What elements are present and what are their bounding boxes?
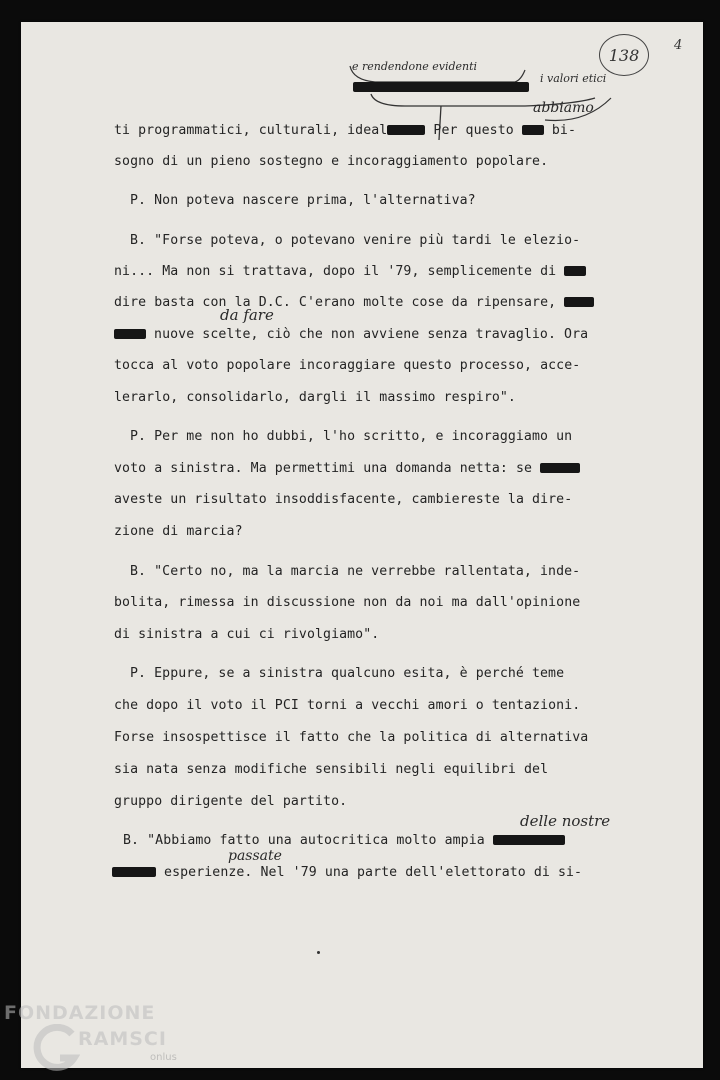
text-line: ni... Ma non si trattava, dopo il '79, semplicemente di <box>114 263 586 281</box>
watermark-fondazione-gramsci <box>4 1000 194 1080</box>
text-line: nuove scelte, ciò che non avviene senza travaglio. Ora <box>114 326 588 344</box>
handwritten-delle-nostre: delle nostre <box>520 812 611 830</box>
handwritten-insert-right: i valori etici <box>540 72 607 85</box>
text-line: B. "Certo no, ma la marcia ne verrebbe rallentata, inde- <box>130 564 581 579</box>
stray-mark <box>317 951 320 954</box>
handwritten-abbiamo: abbiamo <box>533 100 594 116</box>
redaction <box>540 463 580 473</box>
text-line: voto a sinistra. Ma permettimi una domanda netta: se <box>114 460 580 478</box>
text-line: lerarlo, consolidarlo, dargli il massimo respiro". <box>114 390 516 405</box>
text-line: sogno di un pieno sostegno e incoraggiamento popolare. <box>114 154 549 169</box>
gramsci-logo-icon <box>30 1024 80 1078</box>
redaction <box>493 835 565 845</box>
redaction <box>387 125 425 135</box>
redaction <box>564 297 594 307</box>
text-line: bolita, rimessa in discussione non da noi ma dall'opinione <box>114 595 581 610</box>
handwritten-passate: passate <box>228 848 282 864</box>
text-line: di sinistra a cui ci rivolgiamo". <box>114 627 380 642</box>
text-line: tocca al voto popolare incoraggiare questo processo, acce- <box>114 358 581 373</box>
text-line: dire basta con la D.C. C'erano molte cose da ripensare, <box>114 294 594 312</box>
redaction <box>564 266 586 276</box>
text-line: aveste un risultato insoddisfacente, cambiereste la dire- <box>114 492 573 507</box>
handwritten-insert: e rendendone evidenti <box>352 60 478 73</box>
redaction <box>522 125 544 135</box>
text-line: zione di marcia? <box>114 524 243 539</box>
text-line: ti programmatici, culturali, ideal Per questo bi- <box>114 123 577 138</box>
text-line: B. "Abbiamo fatto una autocritica molto ampia <box>123 832 565 850</box>
text-line: gruppo dirigente del partito. <box>114 794 348 809</box>
text-line: esperienze. Nel '79 una parte dell'elettorato di si- <box>112 864 582 882</box>
page-index: 4 <box>674 38 683 53</box>
redaction <box>114 329 146 339</box>
text-line: che dopo il voto il PCI torni a vecchi amori o tentazioni. <box>114 698 581 713</box>
text-line: P. Eppure, se a sinistra qualcuno esita, è perché teme <box>130 666 565 681</box>
redaction <box>112 867 156 877</box>
text-line: P. Per me non ho dubbi, l'ho scritto, e incoraggiamo un <box>130 429 573 444</box>
text-line: Forse insospettisce il fatto che la politica di alternativa <box>114 730 589 745</box>
handwritten-da-fare: da fare <box>220 306 274 324</box>
watermark-line2: RAMSCI <box>78 1028 167 1050</box>
document-page <box>21 22 703 1068</box>
watermark-line1: FONDAZIONE <box>4 1002 156 1024</box>
text-line: sia nata senza modifiche sensibili negli equilibri del <box>114 762 549 777</box>
page-number: 138 <box>608 45 640 65</box>
watermark-onlus: onlus <box>150 1052 177 1063</box>
text-line: P. Non poteva nascere prima, l'alternativa? <box>130 193 476 208</box>
text-line: B. "Forse poteva, o potevano venire più tardi le elezio- <box>130 233 581 248</box>
